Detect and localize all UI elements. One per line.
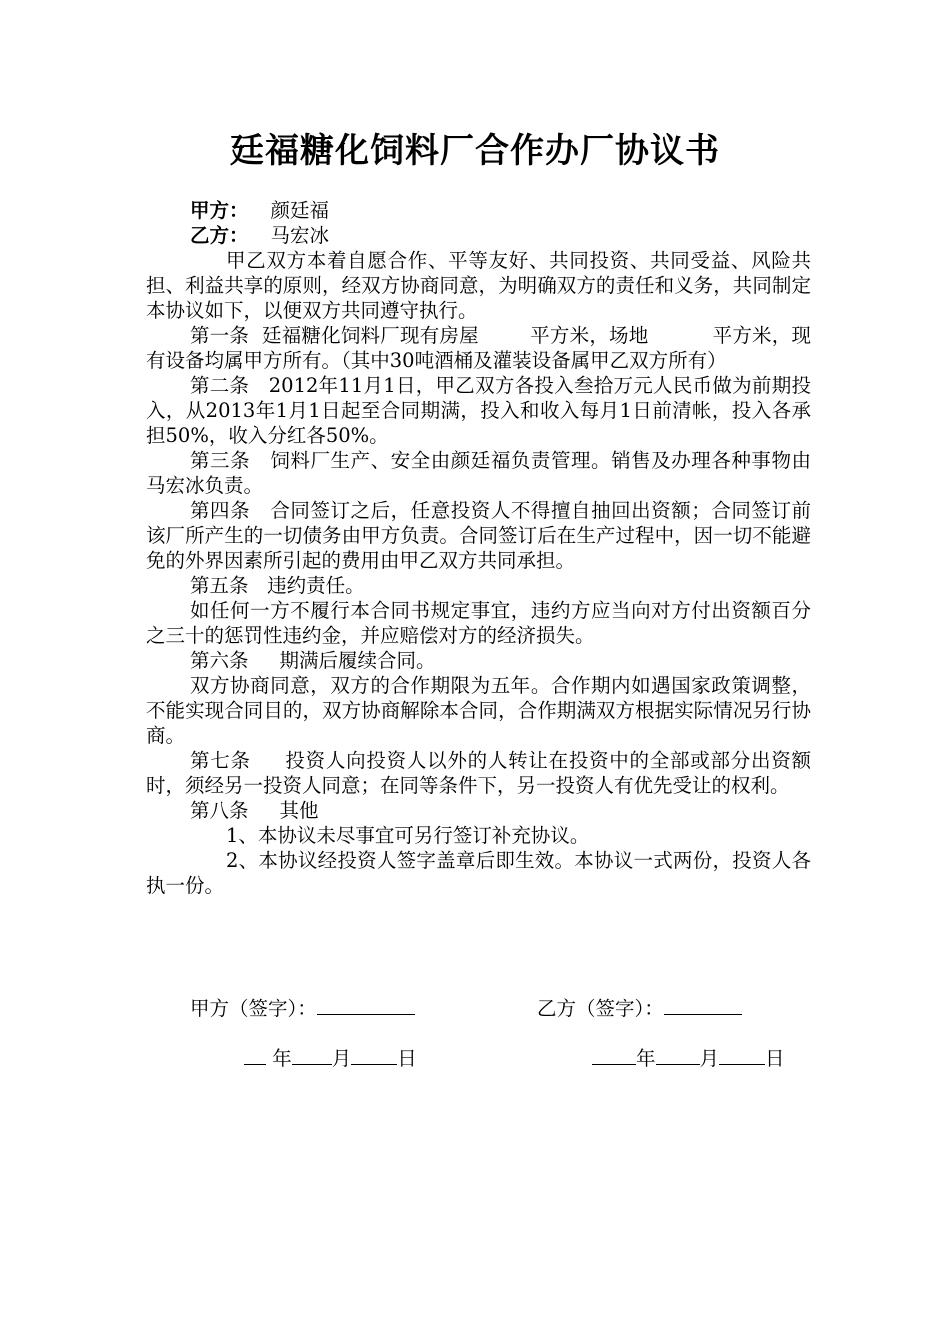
date-year-label: 年 <box>272 1047 292 1070</box>
date-blank <box>351 1046 397 1065</box>
date-month-label: 月 <box>331 1047 352 1070</box>
date-blank <box>719 1046 765 1065</box>
article-2: 第二条 2012年11月1日，甲乙双方各投入叁拾万元人民币做为前期投入，从2013年1月1日起至合同期满，投入和收入每月1日前清帐，投入各承担50%，收入分红各50%。 <box>146 374 811 447</box>
party-a-date-line <box>244 1046 417 1072</box>
date-blank <box>244 1046 266 1065</box>
party-b-name: 马宏冰 <box>270 224 330 247</box>
party-b-label: 乙方： <box>190 224 249 247</box>
party-a-signature-blank <box>317 996 415 1015</box>
party-a-name: 颜廷福 <box>270 199 330 222</box>
date-blank <box>292 1046 332 1065</box>
party-a-signature-label: 甲方（签字）： <box>190 997 317 1020</box>
party-a-signature-line <box>190 996 415 1022</box>
article-8-item-1: 1、本协议未尽事宜可另行签订补充协议。 <box>226 824 590 847</box>
article-8: 第八条 其他 <box>190 799 319 822</box>
article-4: 第四条 合同签订之后，任意投资人不得擅自抽回出资额；合同签订前该厂所产生的一切债务由甲方负责。合同签订后在生产过程中，因一切不能避免的外界因素所引起的费用由甲乙双方共同承担。 <box>146 499 811 572</box>
intro-paragraph: 甲乙双方本着自愿合作、平等友好、共同投资、共同受益、风险共担、利益共享的原则，经双方协商同意，为明确双方的责任和义务，共同制定本协议如下，以便双方共同遵守执行。 <box>146 249 811 322</box>
date-year-label: 年 <box>636 1047 656 1070</box>
article-8-item-2: 2、本协议经投资人签字盖章后即生效。本协议一式两份，投资人各执一份。 <box>146 849 811 897</box>
article-6-body: 双方协商同意，双方的合作期限为五年。合作期内如遇国家政策调整，不能实现合同目的，双方协商解除本合同，合作期满双方根据实际情况另行协商。 <box>146 674 811 747</box>
date-blank <box>592 1046 636 1065</box>
party-b-signature-line <box>537 996 742 1022</box>
party-b-date-line <box>592 1046 785 1072</box>
article-5-body: 如任何一方不履行本合同书规定事宜，违约方应当向对方付出资额百分之三十的惩罚性违约金，并应赔偿对方的经济损失。 <box>146 599 811 647</box>
party-b-line <box>146 223 811 248</box>
article-5: 第五条 违约责任。 <box>190 574 365 597</box>
article-3: 第三条 饲料厂生产、安全由颜廷福负责管理。销售及办理各种事物由马宏冰负责。 <box>146 449 811 497</box>
date-day-label: 日 <box>397 1047 417 1070</box>
party-a-line <box>146 198 811 223</box>
party-b-signature-blank <box>664 996 742 1015</box>
article-6: 第六条 期满后履续合同。 <box>190 649 436 672</box>
date-month-label: 月 <box>699 1047 720 1070</box>
document-body <box>146 198 811 898</box>
article-7: 第七条 投资人向投资人以外的人转让在投资中的全部或部分出资额时，须经另一投资人同意；在同等条件下，另一投资人有优先受让的权利。 <box>146 749 811 797</box>
date-day-label: 日 <box>765 1047 785 1070</box>
document-title: 廷福糖化饲料厂合作办厂协议书 <box>230 131 720 171</box>
party-b-signature-label: 乙方（签字）： <box>537 997 664 1020</box>
article-1: 第一条 廷福糖化饲料厂现有房屋 平方米，场地 平方米，现有设备均属甲方所有。（其中30吨酒桶及灌装设备属甲乙双方所有） <box>146 324 811 372</box>
party-a-label: 甲方： <box>190 199 249 222</box>
date-blank <box>656 1046 700 1065</box>
